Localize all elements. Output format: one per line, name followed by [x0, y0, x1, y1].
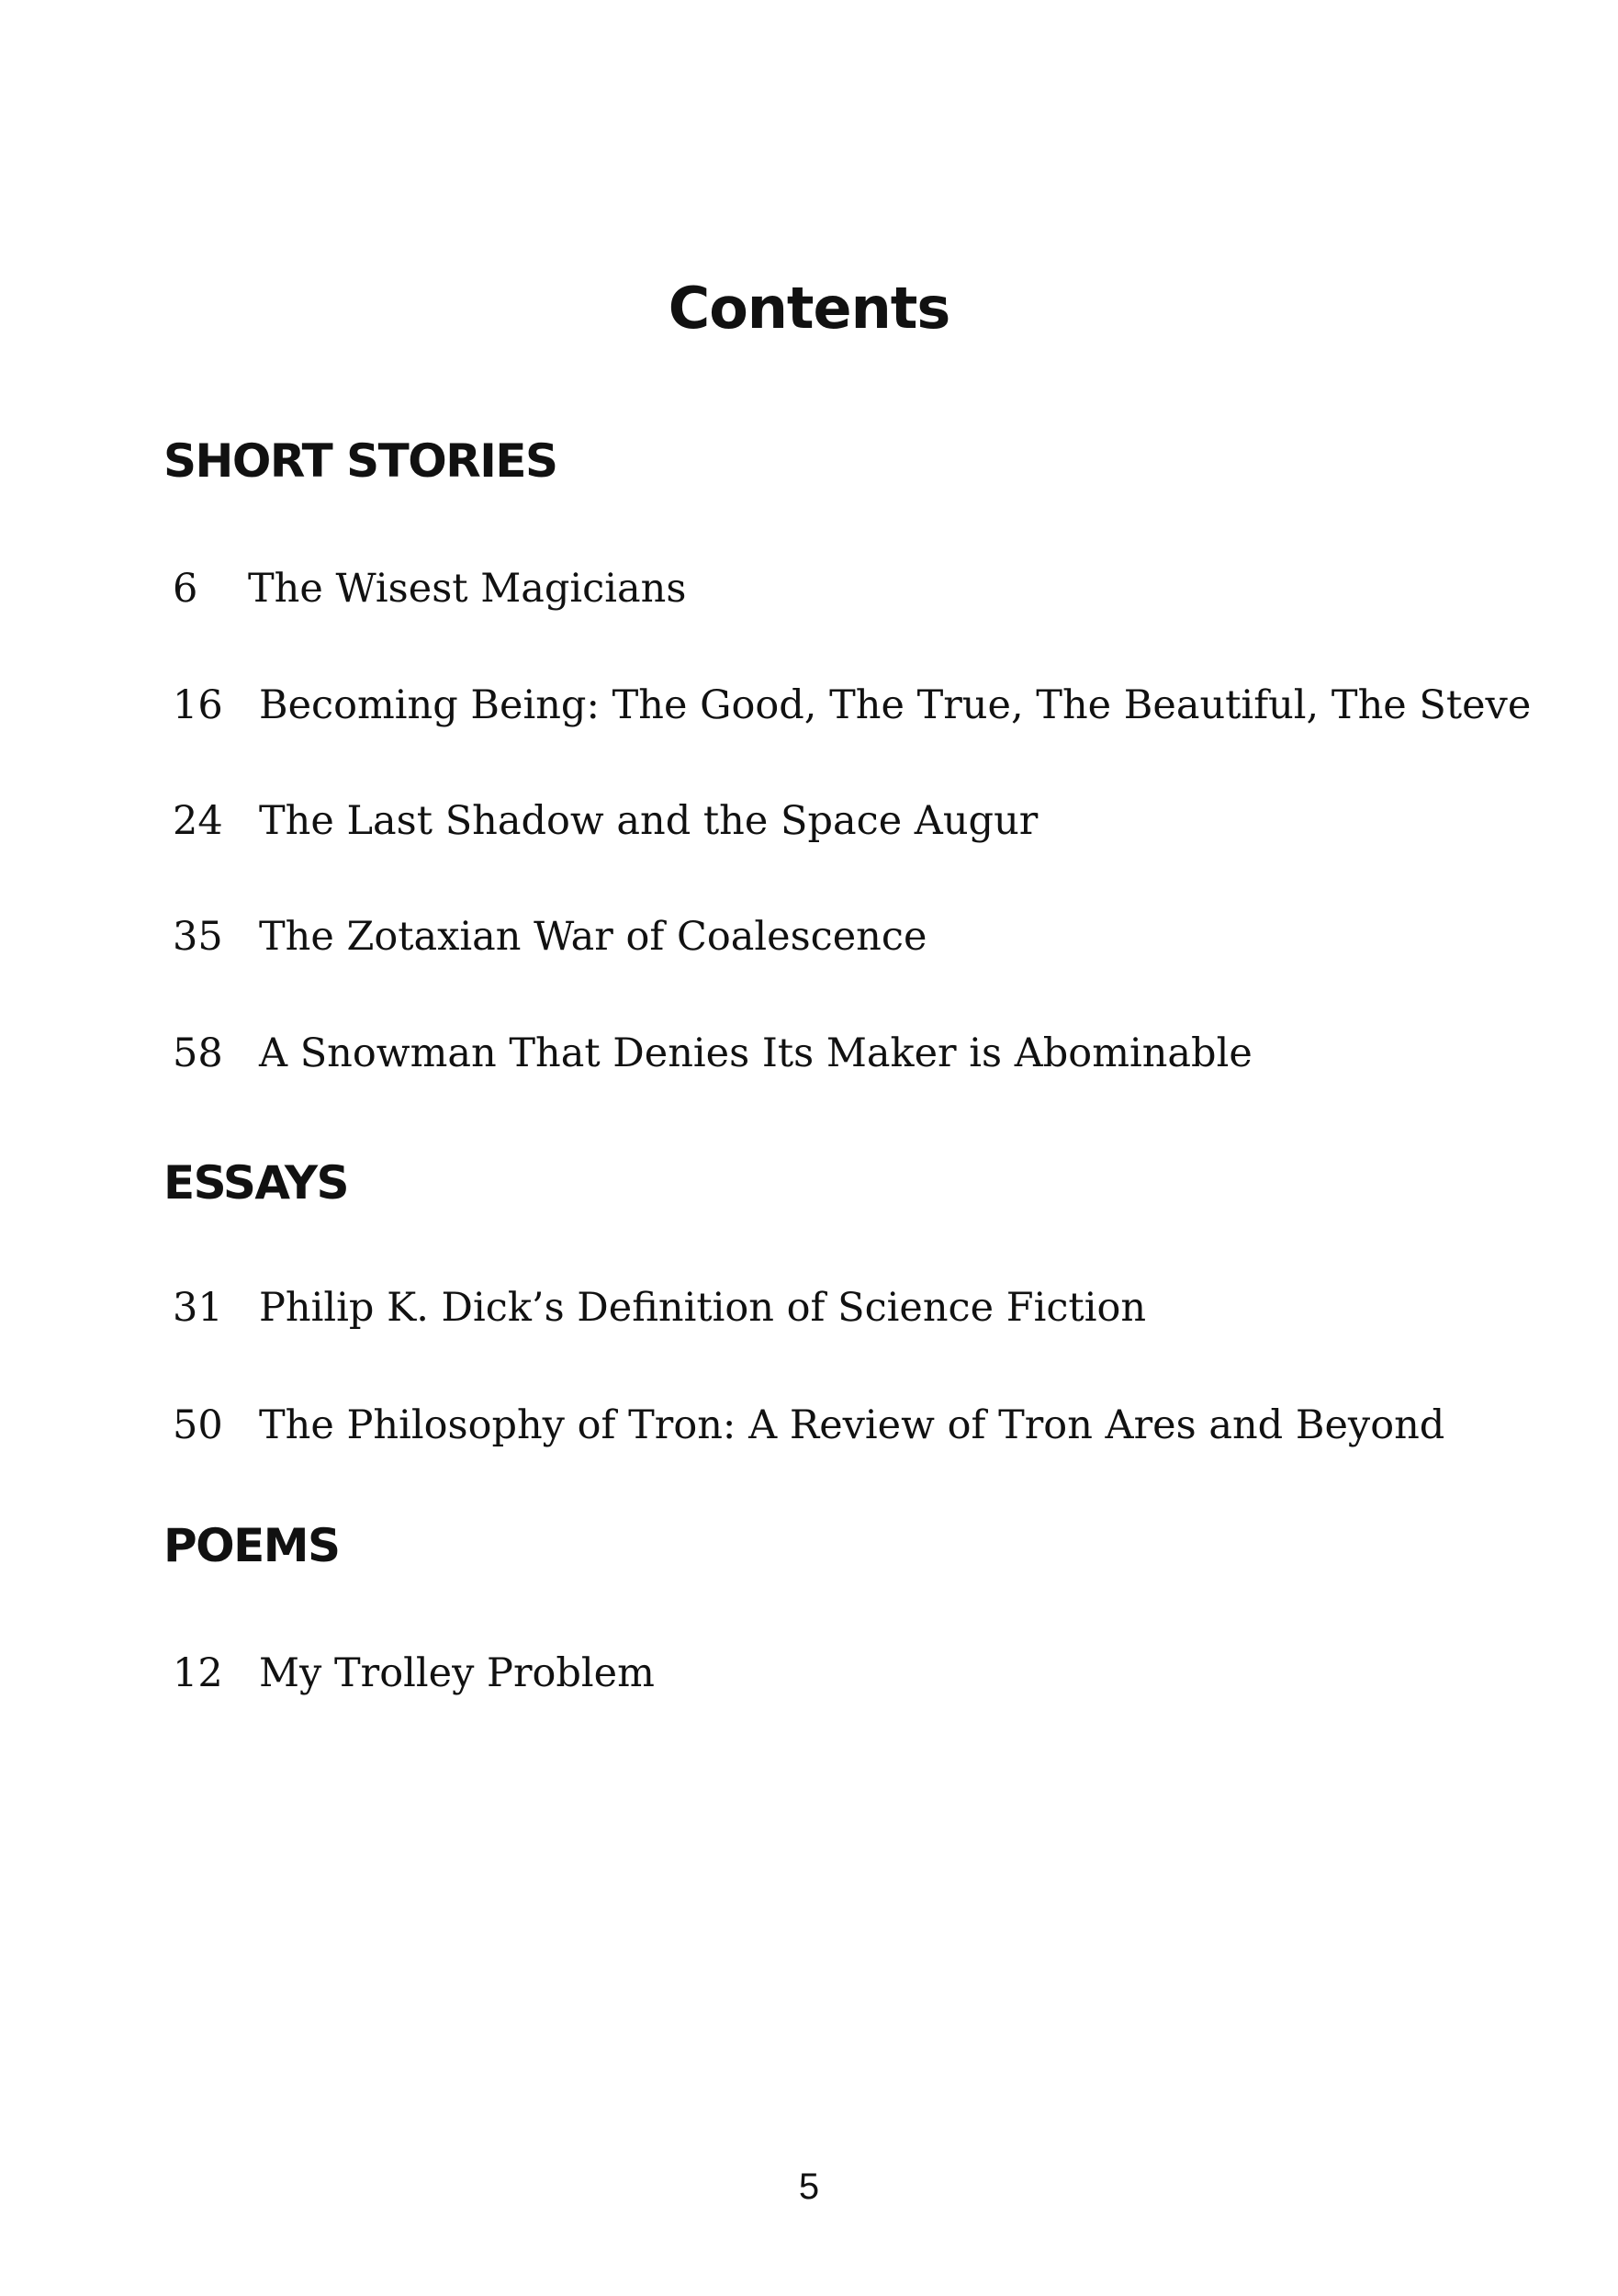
- toc-entry: [0, 1280, 1618, 1335]
- section-heading-short-stories: SHORT STORIES: [163, 434, 557, 488]
- toc-entry: [0, 561, 1618, 616]
- toc-entry-title: A Snowman That Denies Its Maker is Abominable: [259, 1030, 1253, 1076]
- toc-entry-title: The Zotaxian War of Coalescence: [259, 914, 927, 960]
- toc-entry-page: 24: [173, 798, 223, 844]
- toc-entry-title: The Last Shadow and the Space Augur: [259, 798, 1039, 844]
- toc-entry-page: 35: [173, 914, 223, 960]
- toc-entry-page: 6: [173, 566, 198, 612]
- page-number: 5: [798, 2167, 820, 2207]
- toc-entry: [0, 793, 1618, 849]
- toc-entry-title: My Trolley Problem: [259, 1650, 655, 1696]
- toc-entry-title: The Wisest Magicians: [248, 566, 687, 612]
- toc-entry: [0, 909, 1618, 964]
- section-heading-poems: POEMS: [163, 1519, 340, 1572]
- toc-entry-page: 31: [173, 1285, 223, 1331]
- toc-entry: [0, 1026, 1618, 1081]
- toc-entry-title: Philip K. Dick’s Definition of Science Fiction: [259, 1285, 1147, 1331]
- toc-entry-page: 50: [173, 1402, 223, 1448]
- toc-entry: [0, 678, 1618, 733]
- toc-entry: [0, 1646, 1618, 1701]
- toc-entry-page: 12: [173, 1650, 223, 1696]
- section-heading-essays: ESSAYS: [163, 1156, 349, 1210]
- toc-entry-title: Becoming Being: The Good, The True, The Beautiful, The Steve: [259, 682, 1532, 728]
- toc-entry-page: 58: [173, 1030, 223, 1076]
- toc-entry-page: 16: [173, 682, 223, 728]
- toc-entry-title: The Philosophy of Tron: A Review of Tron Ares and Beyond: [259, 1402, 1445, 1448]
- toc-entry: [0, 1398, 1618, 1453]
- page-title: Contents: [668, 275, 950, 342]
